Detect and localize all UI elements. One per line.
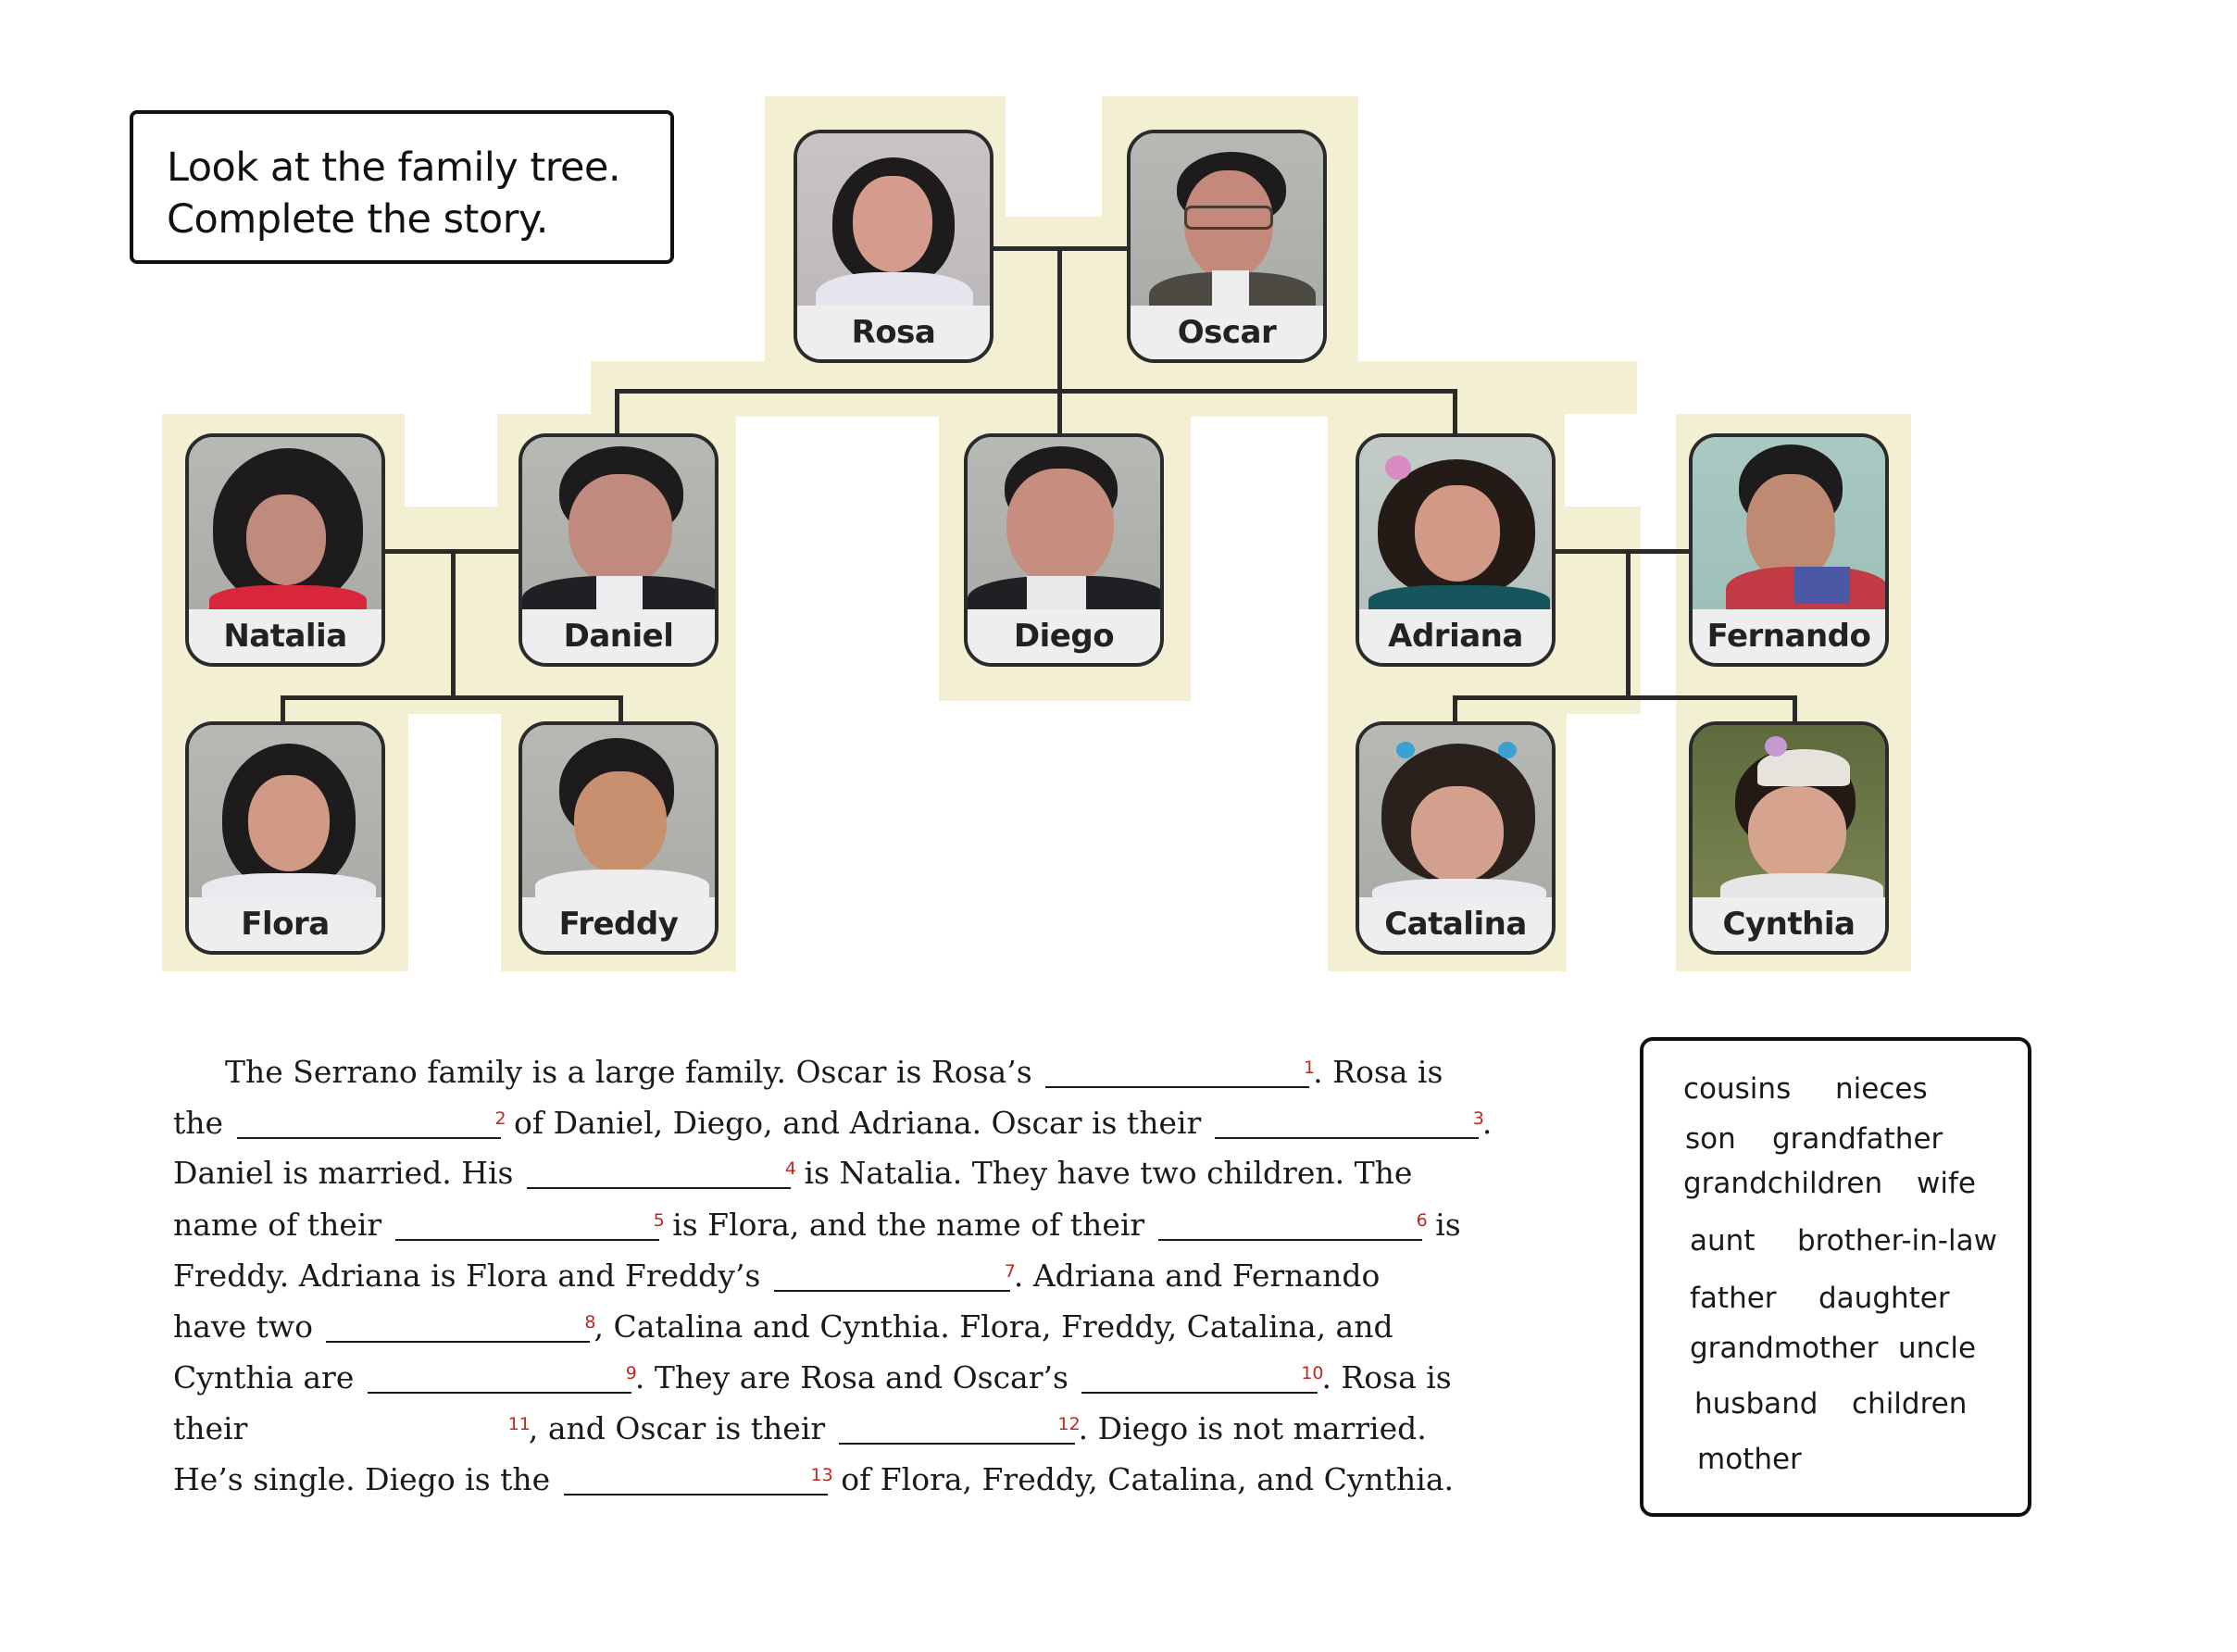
story-text: the [173, 1105, 224, 1141]
story-text: . [1481, 1105, 1493, 1141]
blank-number-4: 4 [784, 1158, 796, 1179]
panel-left-gap-top [405, 414, 497, 507]
story-text: . Diego is not married. [1078, 1410, 1427, 1446]
blank-11[interactable] [261, 1414, 531, 1445]
word-children[interactable]: children [1852, 1387, 1968, 1420]
connector-to-daniel [615, 389, 619, 435]
photo-diego [968, 437, 1160, 613]
person-card-natalia [185, 433, 385, 667]
story-text: of Daniel, Diego, and Adriana. Oscar is their [514, 1105, 1202, 1141]
photo-natalia [189, 437, 381, 613]
word-nieces[interactable]: nieces [1835, 1072, 1928, 1106]
name-flora: Flora [189, 897, 381, 951]
name-adriana: Adriana [1359, 609, 1552, 663]
person-card-fernando [1689, 433, 1889, 667]
story-text: is Natalia. They have two children. The [804, 1155, 1413, 1191]
person-card-adriana [1356, 433, 1556, 667]
connector-to-flora [281, 695, 285, 723]
story-line-8 [173, 1406, 1427, 1452]
blank-number-3: 3 [1472, 1108, 1484, 1129]
story-text: . They are Rosa and Oscar’s [634, 1359, 1069, 1395]
word-wife[interactable]: wife [1917, 1167, 1976, 1200]
blank-5[interactable] [395, 1210, 665, 1241]
story-text: their [173, 1410, 248, 1446]
name-natalia: Natalia [189, 609, 381, 663]
story-text: The Serrano family is a large family. Oscar is Rosa’s [225, 1054, 1032, 1090]
word-son[interactable]: son [1685, 1122, 1736, 1156]
story-line-2 [173, 1100, 1492, 1146]
connector-right-kids-bar [1453, 695, 1797, 700]
connector-left-down [451, 551, 456, 699]
story-line-5 [173, 1253, 1380, 1299]
blank-number-7: 7 [1004, 1261, 1016, 1282]
blank-number-9: 9 [625, 1363, 637, 1383]
photo-rosa [797, 133, 990, 309]
connector-right-down [1626, 551, 1631, 699]
blank-3[interactable] [1215, 1108, 1484, 1139]
blank-number-12: 12 [1057, 1414, 1081, 1434]
story-text: , Catalina and Cynthia. Flora, Freddy, Catalina, and [594, 1308, 1393, 1345]
story-text: . Adriana and Fernando [1013, 1258, 1381, 1294]
story-text: Freddy. Adriana is Flora and Freddy’s [173, 1258, 761, 1294]
connector-to-adriana [1453, 389, 1457, 435]
story-text: . Rosa is [1321, 1359, 1452, 1395]
story-text: He’s single. Diego is the [173, 1461, 551, 1497]
name-cynthia: Cynthia [1693, 897, 1885, 951]
story-line-6 [173, 1304, 1393, 1350]
blank-number-2: 2 [494, 1108, 506, 1129]
blank-13[interactable] [564, 1465, 833, 1496]
instruction-box [130, 110, 674, 264]
connector-to-catalina [1453, 695, 1457, 723]
connector-left-kids-bar [281, 695, 623, 700]
blank-4[interactable] [527, 1158, 796, 1189]
blank-8[interactable] [326, 1312, 596, 1343]
instruction-line-2: Complete the story. [167, 196, 548, 243]
word-uncle[interactable]: uncle [1898, 1332, 1977, 1365]
word-grandchildren[interactable]: grandchildren [1683, 1167, 1883, 1200]
story-text: . Rosa is [1313, 1054, 1443, 1090]
blank-6[interactable] [1158, 1210, 1428, 1241]
story-text: have two [173, 1308, 313, 1345]
name-daniel: Daniel [522, 609, 715, 663]
person-card-rosa [794, 130, 994, 363]
story-text: is Flora, and the name of their [672, 1207, 1145, 1243]
photo-flora [189, 725, 381, 901]
name-oscar: Oscar [1131, 306, 1323, 359]
connector-to-diego [1057, 389, 1062, 435]
story-text: Daniel is married. His [173, 1155, 514, 1191]
connector-to-freddy [619, 695, 623, 723]
word-mother[interactable]: mother [1697, 1443, 1802, 1476]
name-freddy: Freddy [522, 897, 715, 951]
story-text: name of their [173, 1207, 382, 1243]
photo-fernando [1693, 437, 1885, 613]
blank-number-6: 6 [1416, 1210, 1428, 1231]
person-card-oscar [1127, 130, 1327, 363]
photo-cynthia [1693, 725, 1885, 901]
blank-2[interactable] [237, 1108, 506, 1139]
word-brother-in-law[interactable]: brother-in-law [1797, 1224, 1997, 1258]
name-diego: Diego [968, 609, 1160, 663]
story-text: , and Oscar is their [528, 1410, 826, 1446]
photo-freddy [522, 725, 715, 901]
person-card-catalina [1356, 721, 1556, 955]
person-card-daniel [519, 433, 719, 667]
name-fernando: Fernando [1693, 609, 1885, 663]
connector-to-cynthia [1793, 695, 1797, 723]
blank-9[interactable] [368, 1363, 637, 1394]
blank-7[interactable] [774, 1261, 1016, 1292]
word-cousins[interactable]: cousins [1683, 1072, 1792, 1106]
story-line-7 [173, 1355, 1452, 1401]
blank-number-11: 11 [507, 1414, 531, 1434]
word-grandfather[interactable]: grandfather [1772, 1122, 1943, 1156]
person-card-freddy [519, 721, 719, 955]
blank-12[interactable] [839, 1414, 1081, 1445]
story-line-9 [173, 1457, 1454, 1503]
blank-number-8: 8 [584, 1312, 596, 1333]
story-text: Cynthia are [173, 1359, 355, 1395]
panel-right-gap-edge [1641, 414, 1676, 971]
blank-10[interactable] [1081, 1363, 1324, 1394]
name-rosa: Rosa [797, 306, 990, 359]
blank-number-10: 10 [1301, 1363, 1324, 1383]
blank-1[interactable] [1045, 1058, 1316, 1088]
blank-number-13: 13 [810, 1465, 833, 1485]
story-text: of Flora, Freddy, Catalina, and Cynthia. [841, 1461, 1455, 1497]
word-daughter[interactable]: daughter [1818, 1282, 1950, 1315]
story-text: is [1435, 1207, 1461, 1243]
word-aunt[interactable]: aunt [1690, 1224, 1756, 1258]
photo-daniel [522, 437, 715, 613]
person-card-flora [185, 721, 385, 955]
connector-adriana-fernando [1554, 549, 1691, 554]
story-line-1 [225, 1049, 1443, 1095]
blank-number-5: 5 [653, 1210, 665, 1231]
photo-catalina [1359, 725, 1552, 901]
story-line-3 [173, 1150, 1412, 1196]
connector-children-bar [615, 389, 1457, 394]
person-card-cynthia [1689, 721, 1889, 955]
word-father[interactable]: father [1690, 1282, 1777, 1315]
blank-number-1: 1 [1304, 1058, 1316, 1078]
name-catalina: Catalina [1359, 897, 1552, 951]
panel-gap [1006, 96, 1102, 217]
instruction-line-1: Look at the family tree. [167, 144, 621, 191]
word-grandmother[interactable]: grandmother [1690, 1332, 1879, 1365]
word-bank [1640, 1037, 2031, 1517]
person-card-diego [964, 433, 1164, 667]
story-line-4 [173, 1202, 1461, 1248]
panel-left-gap-bottom [408, 714, 501, 973]
photo-oscar [1131, 133, 1323, 309]
word-husband[interactable]: husband [1694, 1387, 1818, 1420]
connector-parents-down [1057, 248, 1062, 394]
photo-adriana [1359, 437, 1552, 613]
